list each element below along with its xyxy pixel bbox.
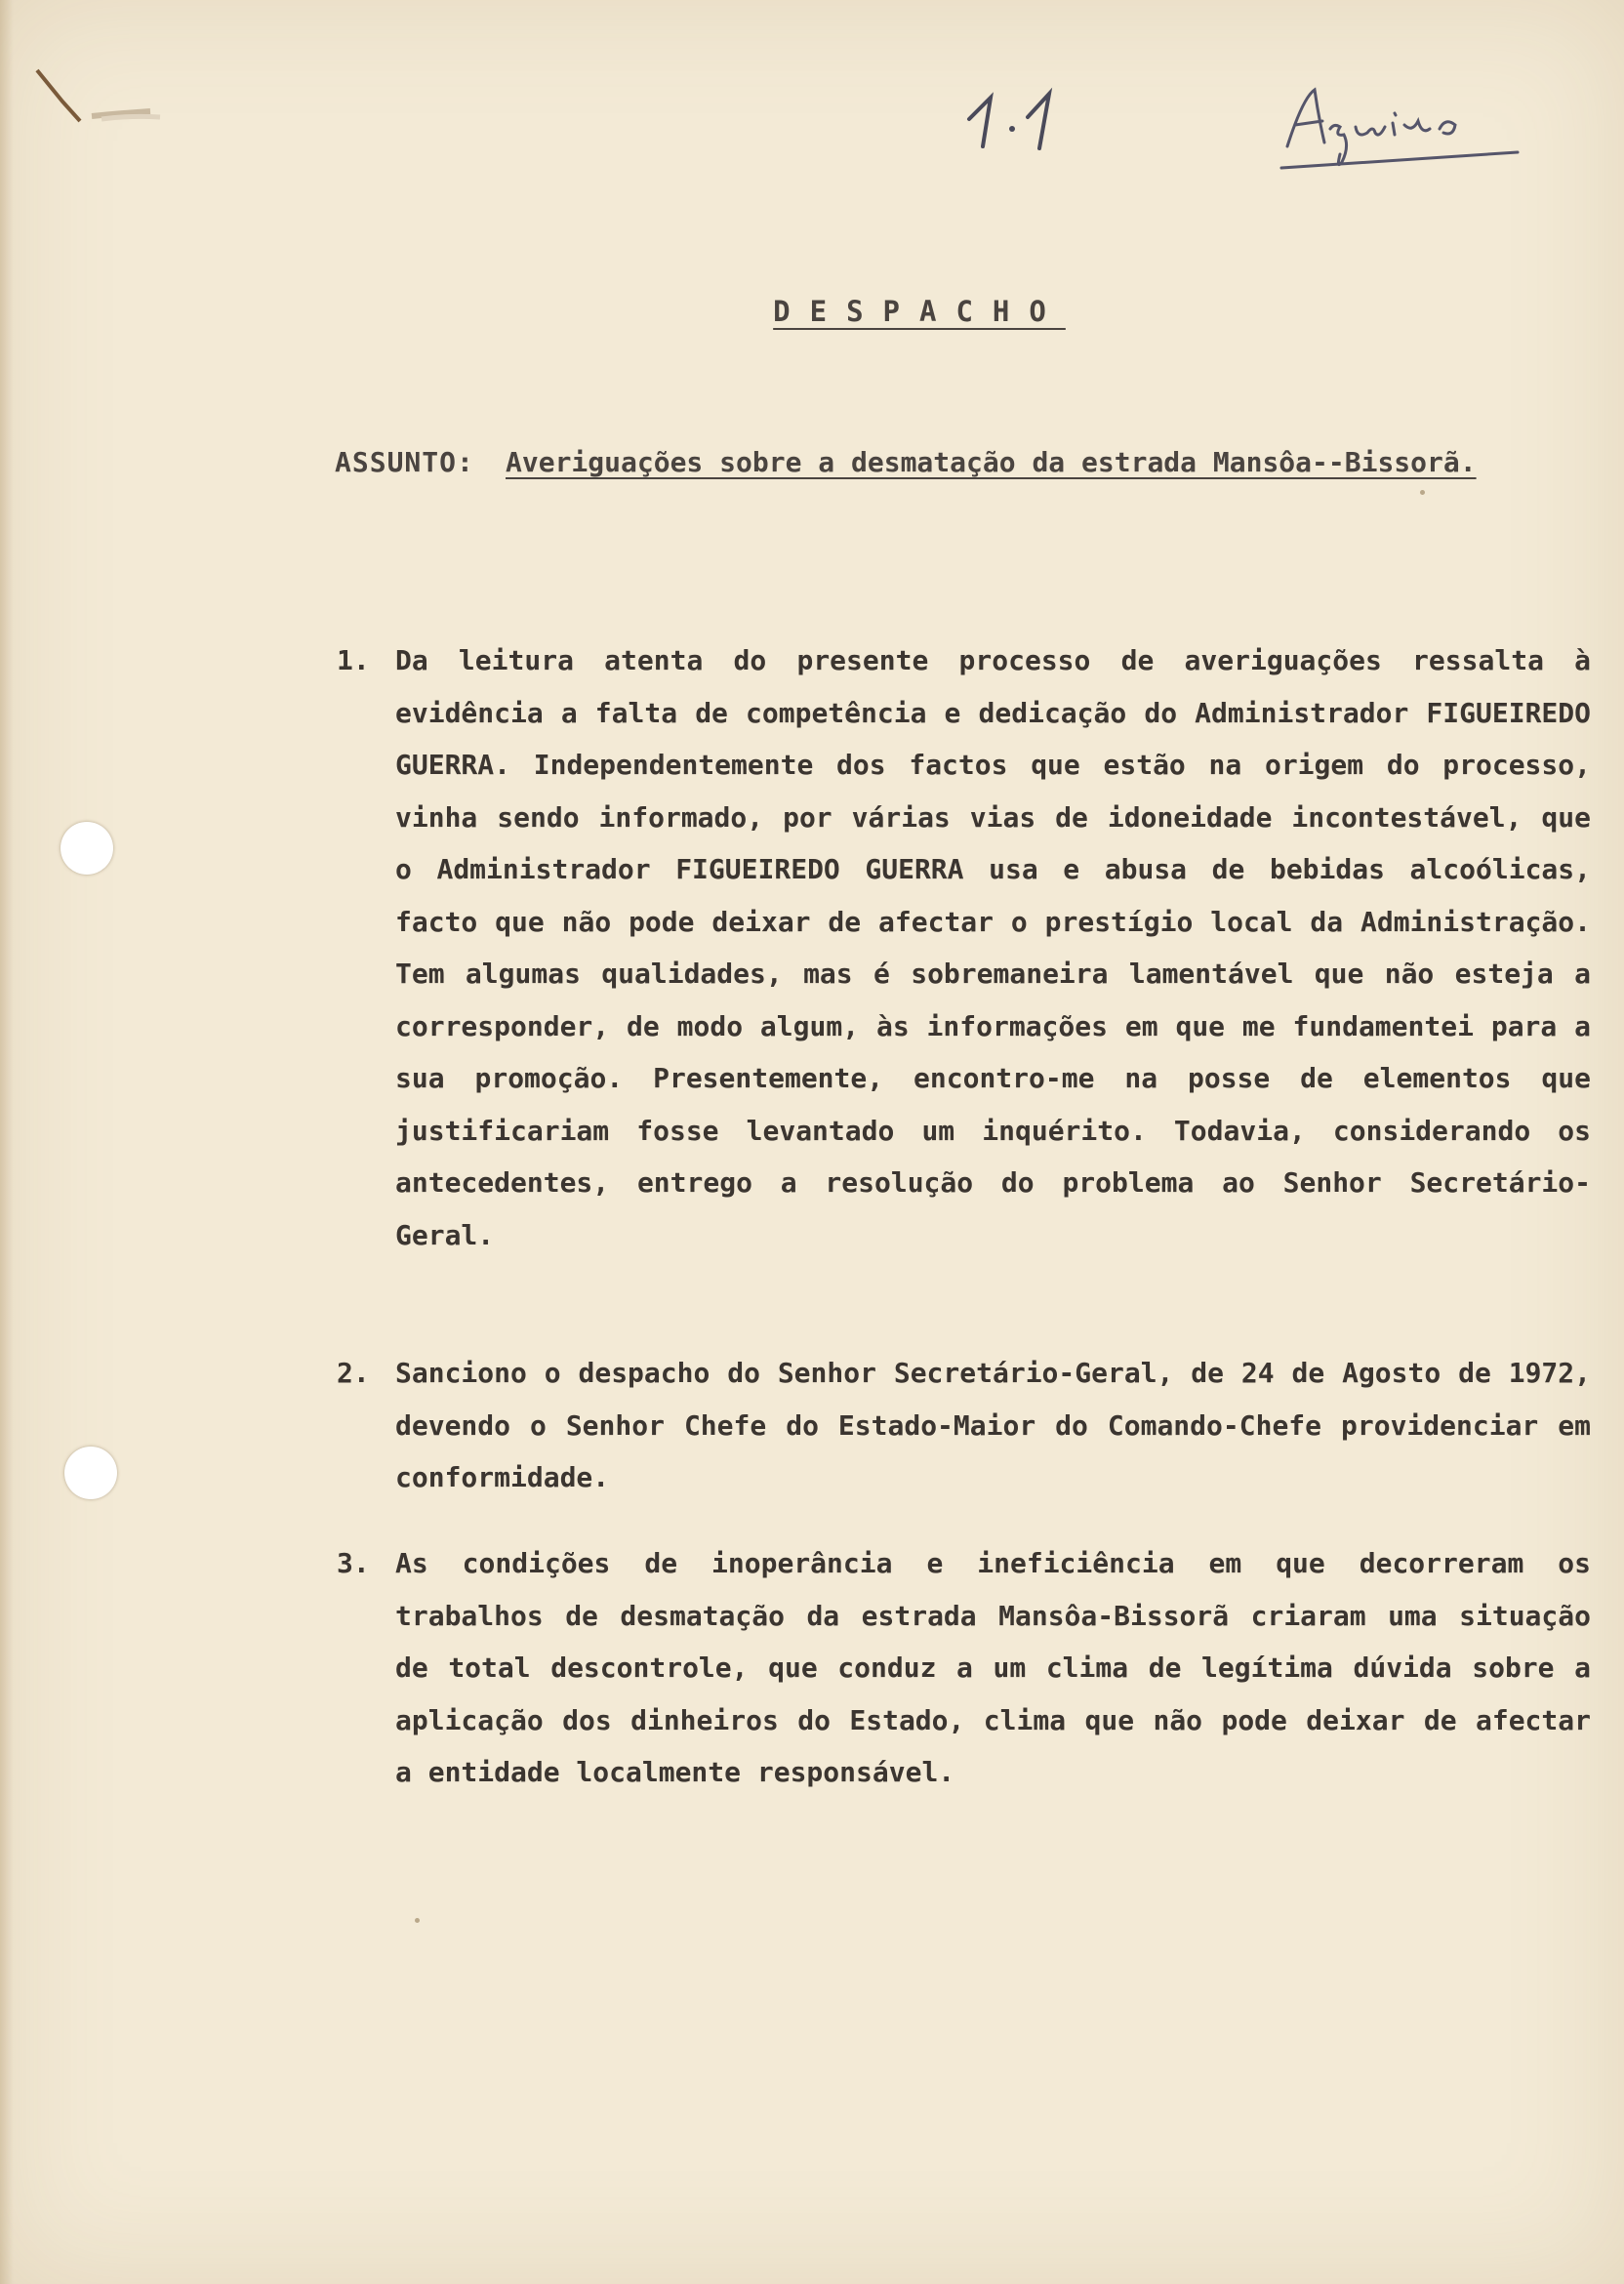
handwritten-archive-image bbox=[1274, 78, 1527, 185]
punch-hole-top bbox=[61, 822, 113, 875]
paragraph-number: 3. bbox=[337, 1547, 370, 1579]
subject-text: Averiguações sobre a desmatação da estrada Mansôa--Bissorã. bbox=[506, 446, 1477, 478]
subject-block bbox=[335, 441, 1486, 484]
document-title bbox=[0, 295, 1624, 328]
paper-edge bbox=[0, 0, 14, 2284]
paper-speck bbox=[415, 1918, 420, 1923]
paragraph-number: 1. bbox=[337, 644, 370, 676]
paragraph-text: Sanciono o despacho do Senhor Secretário-Geral, de 24 de Agosto de 1972, devendo o Senhor Chefe do Estado-Maior do Comando-Chefe providenciar em conformidade. bbox=[395, 1357, 1591, 1493]
handwritten-page-ref-image bbox=[961, 80, 1069, 158]
paragraph-text: As condições de inoperância e ineficiência em que decorreram os trabalhos de desmatação da estrada Mansôa-Bissorã criaram uma situação de total descontrole, que conduz a um clima de legítima dúvida sobre a aplicação dos dinheiros do Estado, clima que não pode deixar de afectar a entidade localmente responsável. bbox=[395, 1547, 1591, 1788]
handwritten-archive-note bbox=[1274, 78, 1527, 185]
subject-label: ASSUNTO: bbox=[335, 446, 474, 478]
paragraph-text: Da leitura atenta do presente processo de averiguações ressalta à evidência a falta de competência e dedicação do Administrador FIGUEIREDO GUERRA. Independentemente dos factos que estão na origem do processo, vinha sendo informado, por várias vias de idoneidade incontestável, que o Administrador FIGUEIREDO GUERRA usa e abusa de bebidas alcoólicas, facto que não pode deixar de afectar o prestígio local da Administração. Tem algumas qualidades, mas é sobremaneira lamentável que não esteja a corresponder, de modo algum, às informações em que me fundamentei para a sua promoção. Presentemente, encontro-me na posse de elementos que justificariam fosse levantado um inquérito. Todavia, considerando os antecedentes, entrego a resolução do problema ao Senhor Secretário-Geral. bbox=[395, 644, 1591, 1251]
document-title-text: DESPACHO bbox=[773, 295, 1066, 328]
paragraph-number: 2. bbox=[337, 1357, 370, 1389]
paragraph-item bbox=[337, 1347, 1591, 1504]
staple-mark bbox=[33, 62, 180, 150]
paragraph-item bbox=[337, 634, 1591, 1261]
paper-speck bbox=[1420, 490, 1425, 495]
punch-hole-bottom bbox=[64, 1447, 117, 1499]
handwritten-page-ref bbox=[961, 80, 1069, 158]
paragraph-item bbox=[337, 1537, 1591, 1799]
